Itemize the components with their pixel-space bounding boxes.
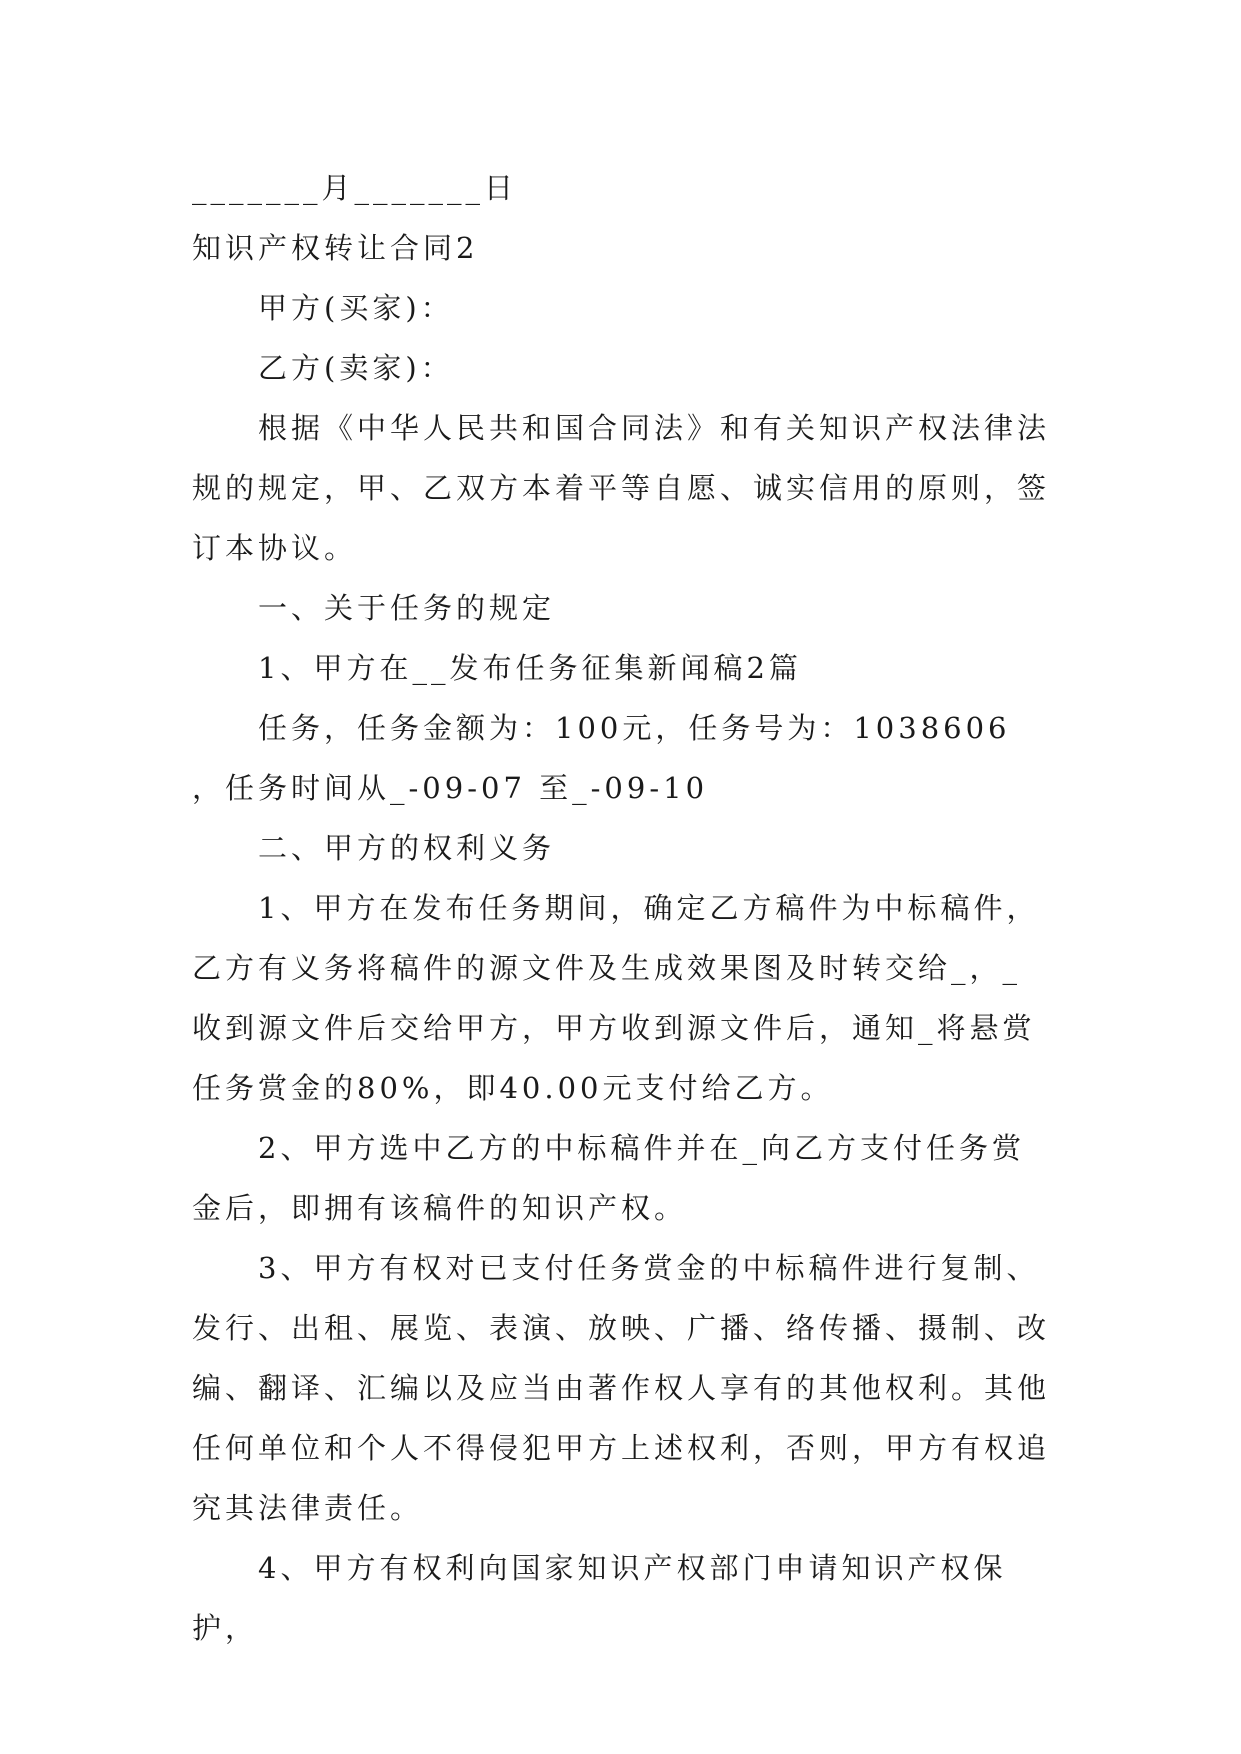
section2-item-3: 3、甲方有权对已支付任务赏金的中标稿件进行复制、发行、出租、展览、表演、放映、广播、络传播、摄制、改编、翻译、汇编以及应当由著作权人享有的其他权利。其他任何单位和个人不得侵犯甲方上述权利，否则，甲方有权追究其法律责任。	[192, 1251, 1051, 1525]
section-heading-2: 二、甲方的权利义务	[258, 831, 556, 865]
section2-item-2: 2、甲方选中乙方的中标稿件并在_向乙方支付任务赏金后，即拥有该稿件的知识产权。	[192, 1131, 1025, 1225]
contract-title: 知识产权转让合同2	[192, 231, 479, 265]
document-body	[192, 158, 1052, 1658]
section1-task-details: 任务，任务金额为：100元，任务号为：1038606 ，任务时间从_-09-07 至_-09-10	[192, 711, 1024, 805]
party-b-line: 乙方(卖家)：	[258, 351, 454, 385]
intro-paragraph: 根据《中华人民共和国合同法》和有关知识产权法律法规的规定，甲、乙双方本着平等自愿、诚实信用的原则，签订本协议。	[192, 411, 1051, 565]
section1-item-1: 1、甲方在__发布任务征集新闻稿2篇	[258, 651, 802, 685]
section-heading-1: 一、关于任务的规定	[258, 591, 556, 625]
party-a-line: 甲方(买家)：	[258, 291, 454, 325]
section2-item-1: 1、甲方在发布任务期间，确定乙方稿件为中标稿件，乙方有义务将稿件的源文件及生成效果图及时转交给_，_收到源文件后交给甲方，甲方收到源文件后，通知_将悬赏任务赏金的80%，即40.00元支付给乙方。	[192, 891, 1040, 1105]
date-line: _______月_______日	[192, 171, 518, 205]
section2-item-4: 4、甲方有权利向国家知识产权部门申请知识产权保护，	[192, 1551, 1007, 1645]
